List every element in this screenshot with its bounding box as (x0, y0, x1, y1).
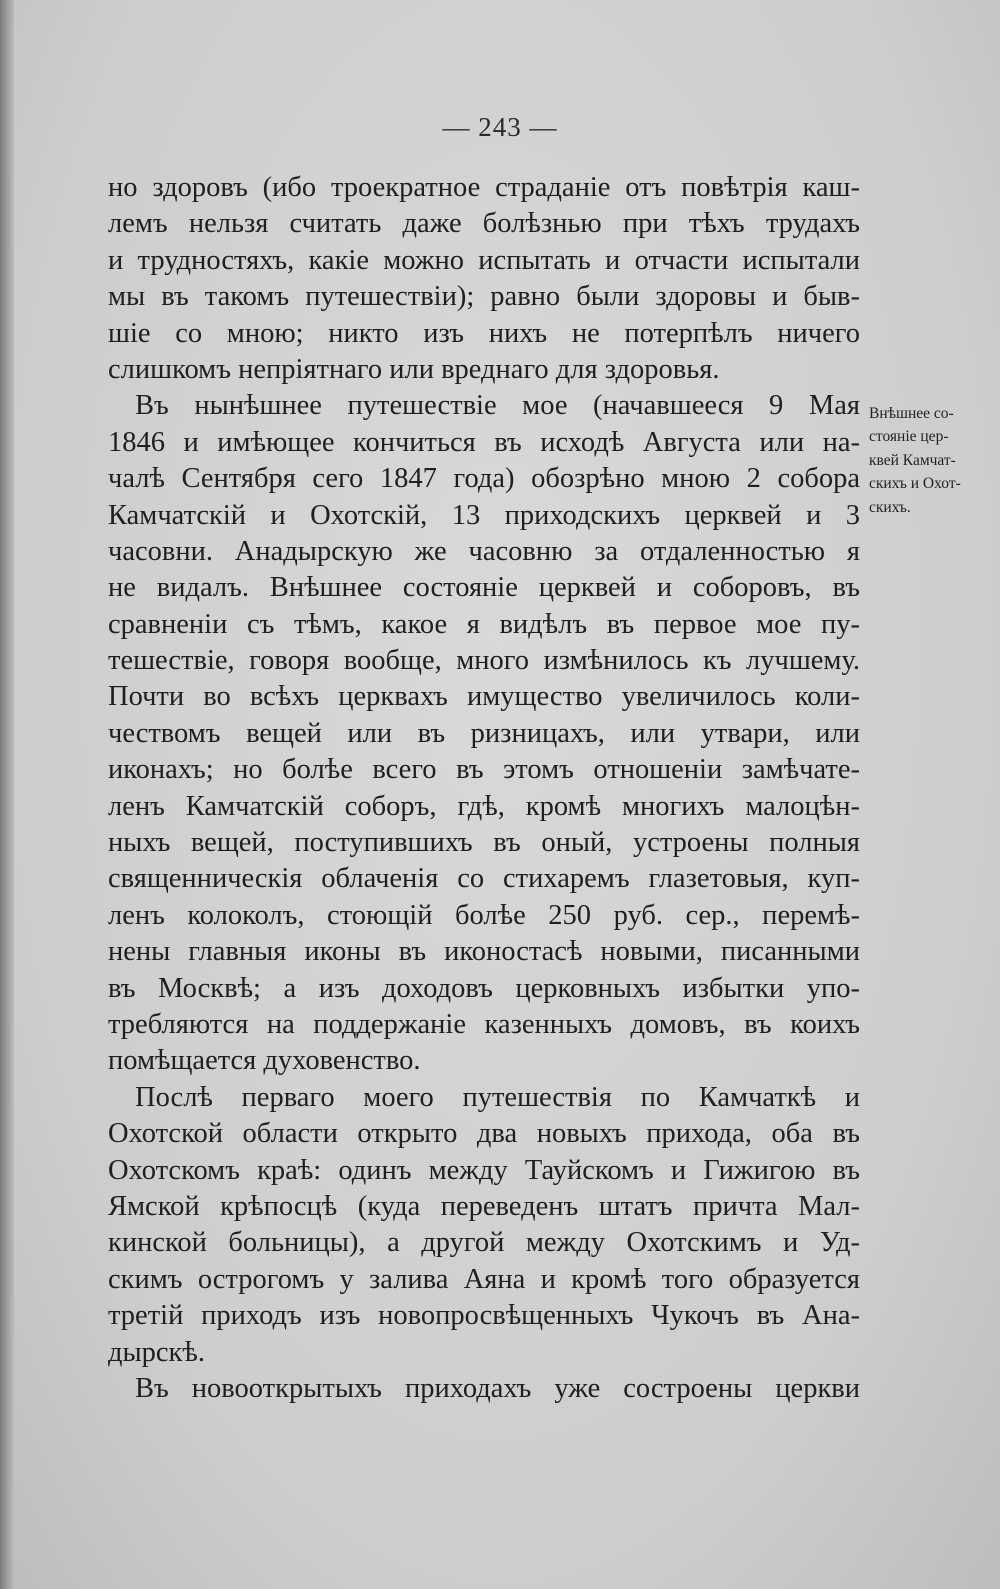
text-line: мы въ такомъ путешествіи); равно были здоровы и быв- (108, 281, 860, 313)
text-line: священническія облаченія со стихаремъ глазетовыя, куп- (108, 863, 860, 895)
text-line: Ямской крѣпосцѣ (куда переведенъ штатъ причта Мал- (108, 1190, 860, 1222)
text-line: требляются на поддержаніе казенныхъ домовъ, въ коихъ (108, 1008, 860, 1040)
text-line: чествомъ вещей или въ ризницахъ, или утвари, или (108, 717, 860, 749)
text-line: помѣщается духовенство. (108, 1045, 421, 1077)
margin-note (869, 402, 985, 519)
text-line: Послѣ перваго моего путешествія по Камчаткѣ и (135, 1081, 860, 1113)
text-line: кинской больницы), а другой между Охотскимъ и Уд- (108, 1227, 860, 1259)
text-line: но здоровъ (ибо троекратное страданіе отъ повѣтрія каш- (108, 172, 860, 203)
page-number: — 243 — (442, 112, 558, 142)
margin-note-line: скихъ и Охот- (869, 475, 961, 493)
text-line: лемъ нельзя считать даже болѣзнью при тѣхъ трудахъ (108, 208, 860, 240)
margin-note-line: скихъ. (869, 498, 911, 516)
text-line: Охотскомъ краѣ: одинъ между Тауйскомъ и Гижигою въ (108, 1154, 860, 1186)
text-line: Камчатскій и Охотскій, 13 приходскихъ церквей и 3 (108, 499, 860, 531)
margin-note-line: стояніе цер- (869, 428, 949, 446)
text-line: Почти во всѣхъ церквахъ имущество увеличилось коли- (108, 681, 860, 713)
text-line: не видалъ. Внѣшнее состояніе церквей и соборовъ, въ (108, 572, 860, 604)
text-line: Охотской области открыто два новыхъ прихода, оба въ (108, 1118, 860, 1150)
text-line: чалѣ Сентября сего 1847 года) обозрѣно мною 2 собора (108, 463, 860, 495)
margin-note-line: Внѣшнее со- (869, 405, 954, 422)
text-line: ныхъ вещей, поступившихъ въ оный, устроены полныя (108, 827, 860, 859)
page-spine-shadow (0, 0, 14, 1589)
text-line: сравненіи съ тѣмъ, какое я видѣлъ въ первое мое пу- (108, 608, 860, 640)
text-line: шіе со мною; никто изъ нихъ не потерпѣлъ ничего (108, 317, 860, 349)
text-line: часовни. Анадырскую же часовню за отдаленностью я (108, 535, 860, 567)
margin-note-line: квей Камчат- (869, 451, 956, 469)
text-line: скимъ острогомъ у залива Аяна и кромѣ того образуется (108, 1263, 860, 1295)
text-line: третій приходъ изъ новопросвѣщенныхъ Чукочъ въ Ана- (108, 1300, 860, 1332)
text-line: Въ нынѣшнее путешествіе мое (начавшееся 9 Мая (135, 390, 860, 422)
text-line: ленъ колоколъ, стоющій болѣе 250 руб. сер., перемѣ- (108, 899, 860, 931)
text-line: Въ новооткрытыхъ приходахъ уже состроены церкви (135, 1372, 860, 1404)
text-line: въ Москвѣ; а изъ доходовъ церковныхъ избытки упо- (108, 972, 860, 1004)
text-line: иконахъ; но болѣе всего въ этомъ отношеніи замѣчате- (108, 754, 860, 786)
body-text (108, 170, 860, 1407)
text-line: дырскѣ. (108, 1336, 205, 1368)
text-line: тешествіе, говоря вообще, много измѣнилось къ лучшему. (108, 645, 860, 677)
text-line: слишкомъ непріятнаго или вреднаго для здоровья. (108, 353, 720, 385)
text-line: ленъ Камчатскій соборъ, гдѣ, кромѣ многихъ малоцѣн- (108, 790, 860, 822)
text-line: нены главныя иконы въ иконостасѣ новыми, писанными (108, 936, 860, 968)
text-line: и трудностяхъ, какіе можно испытать и отчасти испытали (108, 244, 860, 276)
text-line: 1846 и имѣющее кончиться въ исходѣ Августа или на- (108, 426, 860, 458)
